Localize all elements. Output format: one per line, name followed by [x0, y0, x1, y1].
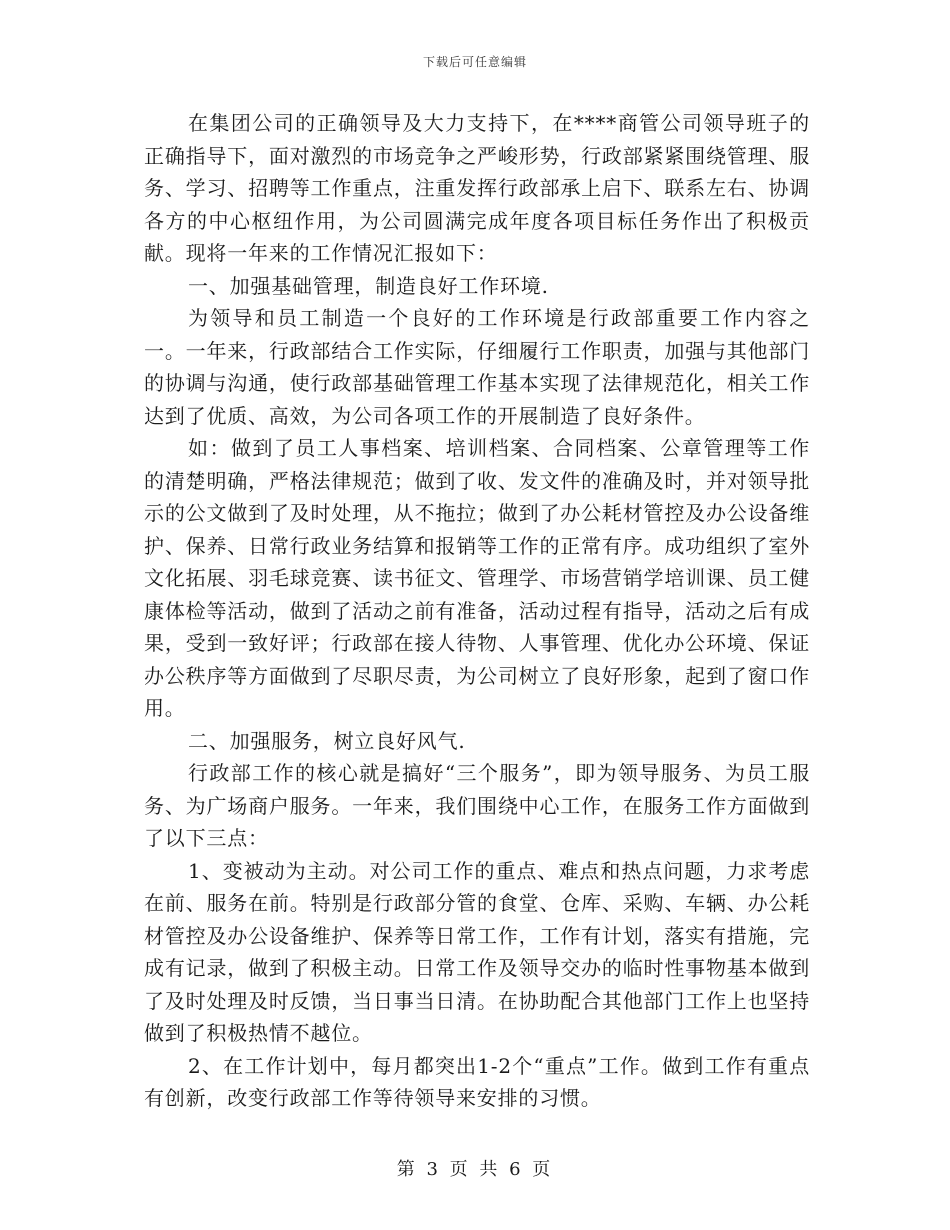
section-heading-1: 一、加强基础管理，制造良好工作环境.: [188, 273, 549, 298]
page-header-note: 下载后可任意编辑: [422, 55, 527, 69]
footer-middle: 页 共: [449, 1159, 501, 1180]
page-number-footer: [0, 1155, 950, 1181]
section-heading-2: 二、加强服务，树立良好风气.: [188, 728, 466, 753]
paragraph-section-1-examples: 如：做到了员工人事档案、培训档案、合同档案、公章管理等工作的清楚明确，严格法律规范；做到了收、发文件的准确及时，并对领导批示的公文做到了及时处理，从不拖拉；做到了办公耗材管控及办公设备维护、保养、日常行政业务结算和报销等工作的正常有序。成功组织了室外文化拓展、羽毛球竞赛、读书征文、管理学、市场营销学培训课、员工健康体检等活动，做到了活动之前有准备，活动过程有指导，活动之后有成果，受到一致好评；行政部在接人待物、人事管理、优化办公环境、保证办公秩序等方面做到了尽职尽责，为公司树立了良好形象，起到了窗口作用。: [144, 436, 810, 720]
paragraph-section-2: 行政部工作的核心就是搞好“三个服务”，即为领导服务、为员工服务、为广场商户服务。一年来，我们围绕中心工作，在服务工作方面做到了以下三点：: [144, 761, 810, 850]
paragraph-section-1: 为领导和员工制造一个良好的工作环境是行政部重要工作内容之一。一年来，行政部结合工作实际，仔细履行工作职责，加强与其他部门的协调与沟通，使行政部基础管理工作基本实现了法律规范化，相关工作达到了优质、高效，为公司各项工作的开展制造了良好条件。: [144, 306, 810, 428]
paragraph-intro: 在集团公司的正确领导及大力支持下，在****商管公司领导班子的正确指导下，面对激烈的市场竞争之严峻形势，行政部紧紧围绕管理、服务、学习、招聘等工作重点，注重发挥行政部承上启下、联系左右、协调各方的中心枢纽作用，为公司圆满完成年度各项目标任务作出了积极贡献。现将一年来的工作情况汇报如下：: [144, 111, 810, 265]
paragraph-point-1: 1、变被动为主动。对公司工作的重点、难点和热点问题，力求考虑在前、服务在前。特别是行政部分管的食堂、仓库、采购、车辆、办公耗材管控及办公设备维护、保养等日常工作，工作有计划，落实有措施，完成有记录，做到了积极主动。日常工作及领导交办的临时性事物基本做到了及时处理及时反馈，当日事当日清。在协助配合其他部门工作上也坚持做到了积极热情不越位。: [144, 858, 810, 1045]
document-body: [144, 107, 810, 1115]
paragraph-point-2: 2、在工作计划中，每月都突出1-2个“重点”工作。做到工作有重点有创新，改变行政部工作等待领导来安排的习惯。: [144, 1053, 810, 1110]
footer-suffix: 页: [532, 1159, 554, 1180]
footer-total-pages: 6: [509, 1159, 524, 1180]
footer-current-page: 3: [426, 1159, 441, 1180]
footer-prefix: 第: [396, 1159, 418, 1180]
